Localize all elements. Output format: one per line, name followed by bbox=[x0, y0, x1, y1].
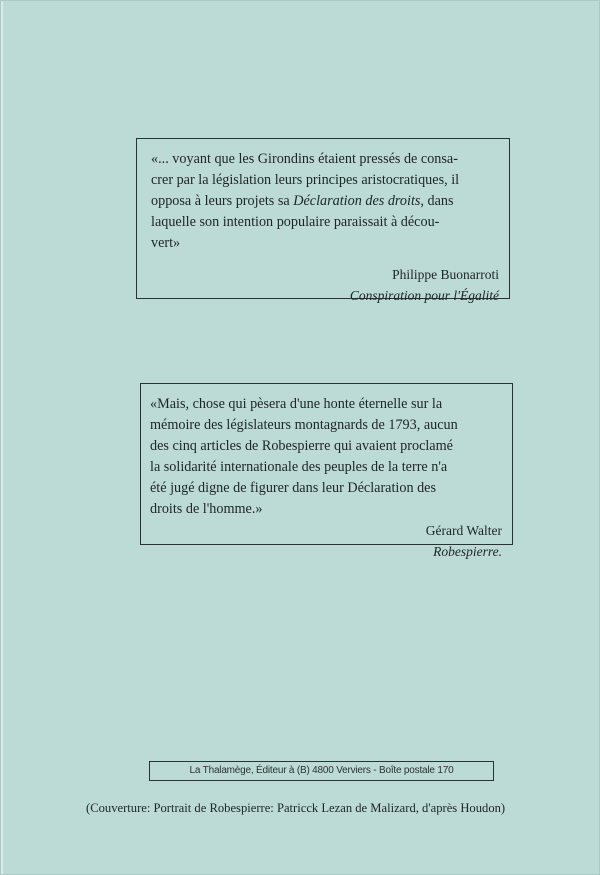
quote-line: «... voyant que les Girondins étaient pressés de consa- bbox=[151, 151, 458, 167]
quote-line: «Mais, chose qui pèsera d'une honte éternelle sur la bbox=[150, 396, 443, 412]
quote-box-buonarroti bbox=[136, 138, 510, 303]
quote-line: vert» bbox=[151, 235, 181, 251]
quote-line: des cinq articles de Robespierre qui avaient proclamé bbox=[150, 438, 453, 454]
quote-line: été jugé digne de figurer dans leur Déclaration des bbox=[150, 480, 436, 496]
quote-author: Gérard Walter bbox=[425, 523, 502, 538]
quote-line-tail: , dans bbox=[420, 193, 454, 209]
quote-line: laquelle son intention populaire paraissait à décou- bbox=[151, 214, 440, 230]
quote-line: opposa à leurs projets sa bbox=[151, 193, 294, 209]
quote-line: crer par la législation leurs principes aristocratiques, il bbox=[151, 172, 460, 188]
quote-author: Philippe Buonarroti bbox=[392, 267, 499, 282]
quote-text bbox=[150, 394, 502, 520]
quote-text bbox=[151, 149, 499, 254]
quote-line: la solidarité internationale des peuples de la terre n'a bbox=[150, 459, 448, 475]
quote-source-work: Robespierre. bbox=[433, 544, 502, 559]
publisher-imprint: La Thalamège, Éditeur à (B) 4800 Verviers - Boîte postale 170 bbox=[149, 761, 494, 781]
quote-line: droits de l'homme.» bbox=[150, 501, 263, 517]
cover-credit: (Couverture: Portrait de Robespierre: Patricck Lezan de Malizard, d'après Houdon) bbox=[86, 801, 506, 815]
quote-italic-title: Déclaration des droits bbox=[293, 193, 421, 209]
quote-box-walter bbox=[140, 383, 513, 559]
quote-line: mémoire des législateurs montagnards de 1793, aucun bbox=[150, 417, 458, 433]
quote-source-work: Conspiration pour l'Égalité bbox=[349, 288, 499, 303]
